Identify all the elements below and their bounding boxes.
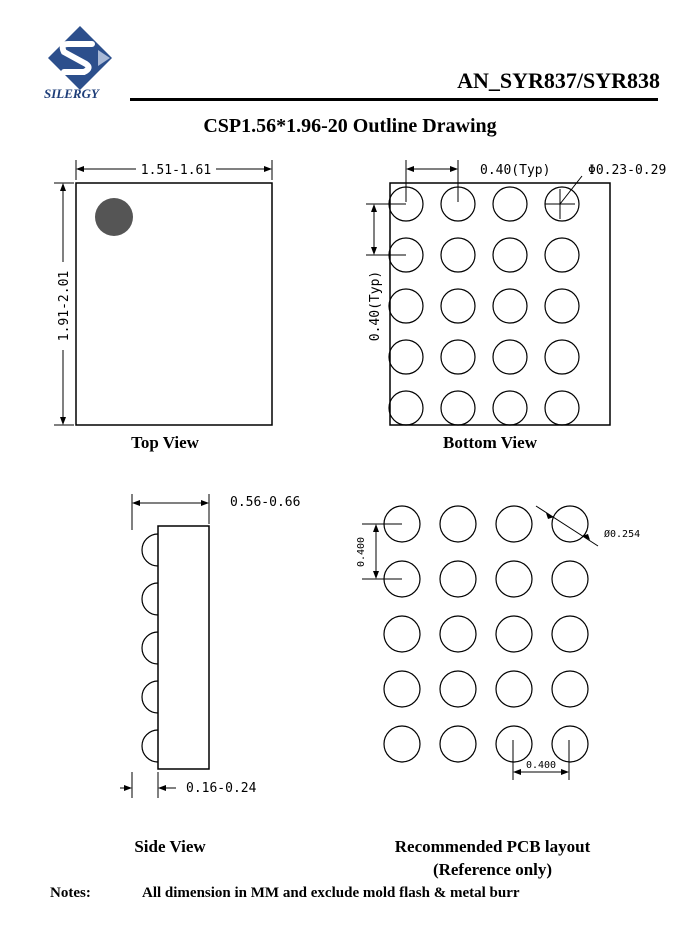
top-view-caption: Top View <box>131 433 199 452</box>
pcb-pad <box>440 561 476 597</box>
solder-ball <box>545 238 579 272</box>
header-rule <box>130 98 658 101</box>
solder-ball <box>545 289 579 323</box>
solder-ball <box>389 289 423 323</box>
solder-ball <box>545 340 579 374</box>
pcb-pad <box>496 616 532 652</box>
side-view-caption: Side View <box>134 837 206 856</box>
side-solder-ball <box>142 632 158 664</box>
drawing-title: CSP1.56*1.96-20 Outline Drawing <box>203 115 497 137</box>
pcb-pad <box>384 616 420 652</box>
solder-ball <box>441 238 475 272</box>
solder-ball <box>493 289 527 323</box>
width-dim-label: 1.51-1.61 <box>140 163 212 178</box>
notes-text: All dimension in MM and exclude mold flash & metal burr <box>142 885 520 901</box>
pcb-pad <box>440 726 476 762</box>
pcb-caption-line1: Recommended PCB layout <box>394 837 591 856</box>
solder-ball <box>441 340 475 374</box>
solder-ball <box>389 340 423 374</box>
pcb-pad <box>440 616 476 652</box>
pcb-pad <box>440 506 476 542</box>
silergy-logo <box>40 24 120 104</box>
pcb-pad <box>496 726 532 762</box>
side-solder-ball <box>142 534 158 566</box>
top-view-drawing <box>40 150 290 440</box>
pcb-pad <box>552 671 588 707</box>
package-body <box>158 526 209 769</box>
pcb-pitch-x-label: 0.400 <box>525 760 557 771</box>
solder-ball <box>389 391 423 425</box>
pcb-pad <box>496 671 532 707</box>
bottom-pitch-x-label: 0.40(Typ) <box>480 163 551 178</box>
pin1-marker <box>95 198 133 236</box>
bottom-view-drawing <box>360 150 690 440</box>
solder-ball <box>441 391 475 425</box>
pcb-pad <box>384 671 420 707</box>
pcb-layout-drawing <box>340 490 670 800</box>
pcb-pad <box>440 671 476 707</box>
side-solder-ball <box>142 730 158 762</box>
side-solder-ball <box>142 583 158 615</box>
side-height-dim-label: 0.56-0.66 <box>230 495 301 510</box>
document-id: AN_SYR837/SYR838 <box>457 68 660 93</box>
pcb-pad-dia-label: Ø0.254 <box>604 529 641 540</box>
pcb-pad <box>384 726 420 762</box>
solder-ball <box>493 238 527 272</box>
side-view-drawing <box>110 490 310 800</box>
bottom-pitch-y-label: 0.40(Typ) <box>368 270 383 342</box>
height-dim-label: 1.91-2.01 <box>57 270 72 342</box>
pcb-pad <box>552 726 588 762</box>
bottom-view-caption: Bottom View <box>443 433 537 452</box>
logo-text: SILERGY <box>44 86 99 101</box>
solder-ball <box>441 289 475 323</box>
side-solder-ball <box>142 681 158 713</box>
side-ball-dim-label: 0.16-0.24 <box>186 781 257 796</box>
pcb-pad <box>496 561 532 597</box>
solder-ball <box>493 340 527 374</box>
pcb-pad <box>552 616 588 652</box>
pcb-pad <box>496 506 532 542</box>
ball-diameter-label: Φ0.23-0.29 <box>588 163 667 178</box>
notes-label: Notes: <box>50 885 91 901</box>
pcb-pad <box>552 561 588 597</box>
pcb-pitch-y-label: 0.400 <box>356 536 367 568</box>
solder-ball <box>493 187 527 221</box>
solder-ball <box>545 391 579 425</box>
pcb-caption-line2: (Reference only) <box>432 860 553 879</box>
solder-ball <box>493 391 527 425</box>
